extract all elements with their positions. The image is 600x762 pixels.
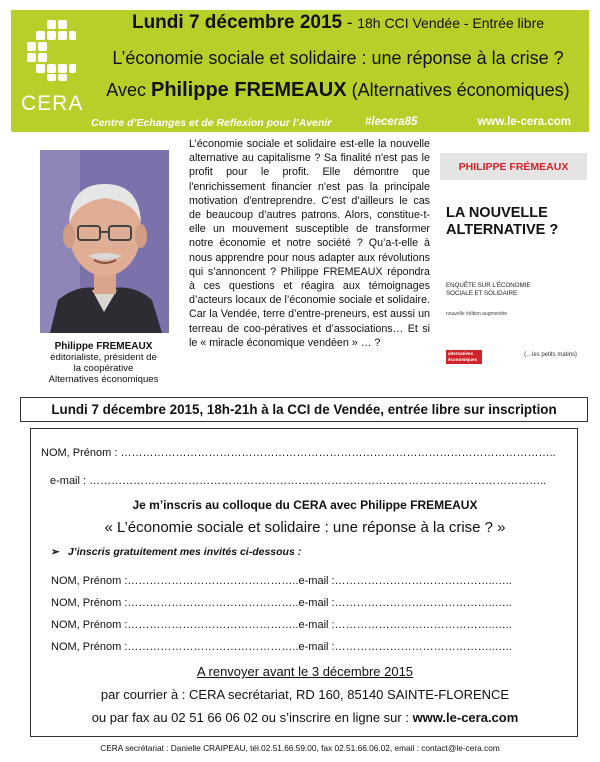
publisher-logo-line-2: économiques — [448, 356, 478, 362]
name-field[interactable]: NOM, Prénom : ……………………………………………………………………………………………………….. — [41, 447, 556, 459]
return-by-fax — [31, 710, 579, 725]
event-theme: L’économie sociale et solidaire : une réponse à la crise ? — [112, 48, 564, 68]
book-cover — [440, 153, 587, 365]
event-time-place: 18h CCI Vendée - Entrée libre — [357, 15, 545, 31]
book-title: LA NOUVELLE ALTERNATIVE ? — [446, 205, 559, 238]
publisher-logo-alternatives — [446, 350, 482, 364]
intro-paragraph: L’économie sociale et solidaire est-elle la nouvelle alternative au capitalisme ? Sa finalité n'est pas le profit pour le profit. Elle démontre que l'enrichissement financier n'est pas la principale motivation d'entreprendre. C’est d’ailleurs le cas de beaucoup d’autres patrons. Alors, constitue-t-elle un mouvement susceptible de transformer notre économie et notre société ? Qu’a-t-elle à nous apprendre pour nous adapter aux révolutions qui s’annoncent ? Philippe FREMEAUX répondra à ces questions et réagira aux témoignages d’acteurs locaux de l’économie sociale et solidaire. Car la Vendée, terre d’entre-preneurs, est aussi un terreau de coo-pératives et d’associations… Et si le « miracle économique vendéen » … ? — [189, 138, 430, 349]
speaker-prefix: Avec — [106, 80, 151, 100]
speaker-name: Philippe FREMEAUX — [151, 79, 347, 101]
speaker-photo — [40, 150, 169, 333]
speaker-portrait-image — [40, 150, 169, 333]
publisher-logo-line-1: alternatives — [448, 351, 474, 356]
registration-form — [30, 428, 578, 737]
arrow-bullet-icon: ➢ — [51, 546, 60, 558]
colloquium-title: « L’économie sociale et solidaire : une réponse à la crise ? » — [104, 519, 506, 536]
publisher-logo-text — [448, 351, 477, 362]
email-field[interactable]: e-mail : …………………………………………………………………………………………………………….. — [50, 475, 547, 487]
banner-strip — [87, 116, 589, 132]
return-fax-text: ou par fax au 02 51 66 06 02 ou s’inscrire en ligne sur : — [91, 710, 413, 725]
cera-tagline: Centre d’Echanges et de Reflexion pour l’Avenir — [91, 117, 332, 129]
header-banner — [11, 10, 589, 132]
return-deadline: A renvoyer avant le 3 décembre 2015 — [196, 664, 414, 679]
guest-instructions-text: J’inscris gratuitement mes invités ci-dessous : — [67, 546, 302, 558]
contact-footer: CERA secrétariat : Danielle CRAIPEAU, tél.02.51.66.59.00, fax 02.51.66.06.02, email : contact@le-cera.com — [100, 743, 500, 753]
cera-logo — [11, 10, 87, 116]
registration-website-link[interactable]: www.le-cera.com — [412, 710, 519, 725]
logo-wordmark: CERA — [21, 92, 84, 115]
speaker-org: (Alternatives économiques) — [346, 80, 570, 100]
event-date: Lundi 7 décembre 2015 — [131, 12, 343, 33]
headline-separator: - — [342, 13, 358, 32]
speaker-line — [87, 79, 589, 102]
guest-row-3[interactable]: NOM, Prénom :………………………………………..e-mail :……………………………………..….. — [51, 619, 512, 631]
caption-line-2: la coopérative — [73, 363, 134, 374]
event-info-bar: Lundi 7 décembre 2015, 18h-21h à la CCI de Vendée, entrée libre sur inscription — [20, 397, 588, 422]
book-subtitle — [446, 282, 587, 298]
registration-statement: Je m’inscris au colloque du CERA avec Philippe FREMEAUX — [132, 498, 478, 512]
guest-row-4[interactable]: NOM, Prénom :………………………………………..e-mail :……………………………………..….. — [51, 641, 512, 653]
event-headline — [87, 12, 589, 34]
hashtag: #lecera85 — [365, 116, 418, 128]
guest-row-2[interactable]: NOM, Prénom :………………………………………..e-mail :……………………………………..….. — [51, 597, 512, 609]
book-author: PHILIPPE FRÉMEAUX — [458, 161, 569, 173]
caption-name: Philippe FREMEAUX — [54, 341, 153, 352]
book-edition: nouvelle édition augmentée — [446, 311, 508, 317]
publisher-logo-petits-matins: {…les petits matins} — [524, 352, 578, 358]
caption-line-3: Alternatives économiques — [48, 374, 159, 385]
guest-row-1[interactable]: NOM, Prénom :………………………………………..e-mail :……………………………………..….. — [51, 575, 512, 587]
photo-caption — [20, 341, 187, 385]
return-by-mail: par courrier à : CERA secrétariat, RD 160, 85140 SAINTE-FLORENCE — [100, 687, 510, 702]
cera-logo-icon — [25, 18, 77, 82]
book-subtitle-line-2: SOCIALE ET SOLIDAIRE — [446, 290, 518, 297]
book-subtitle-line-1: ENQUÊTE SUR L’ÉCONOMIE — [446, 282, 531, 289]
website-link[interactable]: www.le-cera.com — [477, 116, 571, 128]
guest-instructions — [51, 546, 301, 558]
caption-line-1: éditorialiste, président de — [50, 352, 157, 363]
